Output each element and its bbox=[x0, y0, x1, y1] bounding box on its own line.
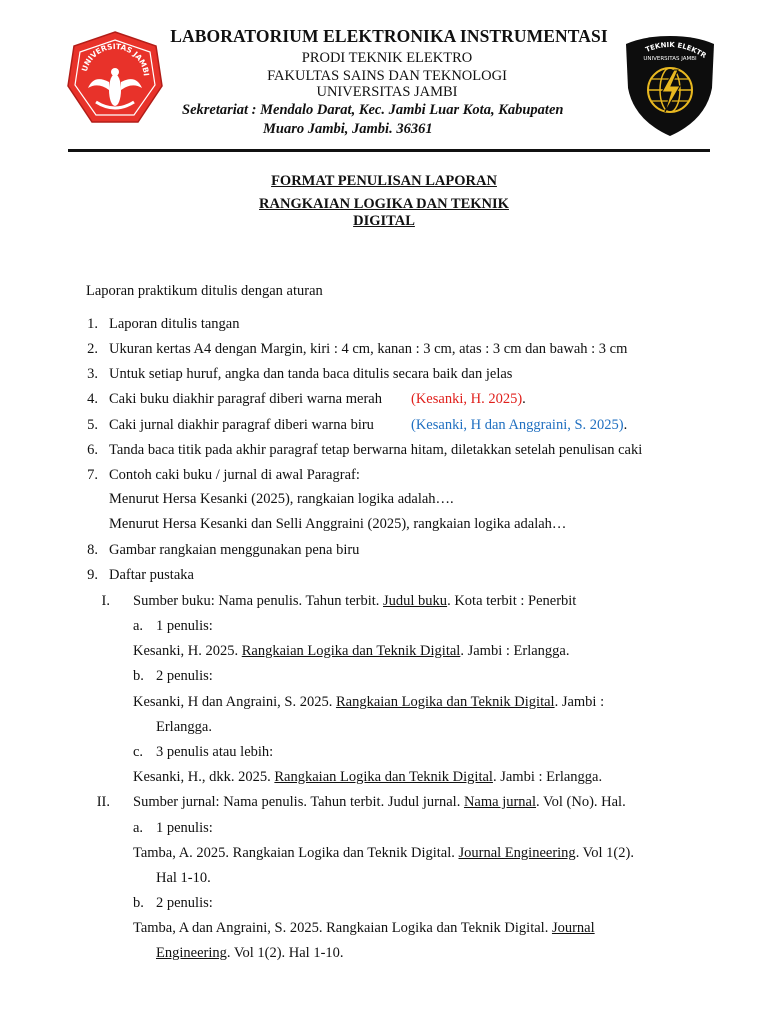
sub-label: c. bbox=[133, 744, 144, 760]
reference-continuation: Hal 1-10. bbox=[156, 870, 211, 886]
prodi-line: PRODI TEKNIK ELEKTRO bbox=[301, 50, 473, 66]
citation-period: . bbox=[623, 417, 628, 433]
ref-underlined: Engineering bbox=[156, 945, 227, 961]
sub-label: a. bbox=[133, 820, 144, 836]
sub-text: 1 penulis: bbox=[156, 618, 213, 634]
list-item-number: 1. bbox=[87, 316, 98, 332]
roman-numeral: I. bbox=[101, 593, 110, 609]
list-item-text: Laporan ditulis tangan bbox=[109, 316, 240, 332]
list-item-text: Tanda baca titik pada akhir paragraf tetap berwarna hitam, diletakkan setelah penulisan caki bbox=[109, 442, 643, 458]
format-text: . Kota terbit : Penerbit bbox=[447, 593, 577, 609]
citation-period: . bbox=[522, 391, 526, 407]
list-item-number: 6. bbox=[87, 442, 98, 458]
ref-text: . Vol 1(2). Hal 1-10. bbox=[226, 945, 344, 961]
ref-text: Tamba, A. 2025. Rangkaian Logika dan Teknik Digital. bbox=[133, 845, 459, 861]
book-source-format bbox=[133, 593, 576, 610]
reference-example bbox=[133, 694, 604, 711]
sub-text: 3 penulis atau lebih: bbox=[156, 744, 274, 760]
left-logo-text: UNIVERSITAS JAMBI bbox=[79, 41, 151, 77]
reference-continuation: Erlangga. bbox=[156, 719, 212, 735]
address-line-1: Sekretariat : Mendalo Darat, Kec. Jambi Luar Kota, Kabupaten bbox=[182, 102, 564, 118]
intro-text: Laporan praktikum ditulis dengan aturan bbox=[86, 283, 323, 299]
example-sentence-1: Menurut Hersa Kesanki (2025), rangkaian logika adalah…. bbox=[109, 491, 454, 507]
list-item-number: 7. bbox=[87, 467, 98, 483]
ref-text: Kesanki, H dan Angraini, S. 2025. bbox=[133, 694, 336, 710]
ref-text: Kesanki, H., dkk. 2025. bbox=[133, 769, 275, 785]
ref-underlined: Journal bbox=[551, 920, 595, 936]
doc-title-1: FORMAT PENULISAN LAPORAN bbox=[271, 173, 497, 189]
list-item-number: 4. bbox=[87, 391, 98, 407]
ref-underlined: Rangkaian Logika dan Teknik Digital bbox=[335, 694, 555, 710]
sub-label: a. bbox=[133, 618, 144, 634]
format-text: . Vol (No). Hal. bbox=[536, 794, 626, 810]
list-item-text: Contoh caki buku / jurnal di awal Paragraf: bbox=[109, 467, 360, 483]
format-text: Sumber buku: Nama penulis. Tahun terbit. bbox=[133, 593, 384, 609]
journal-citation-example bbox=[411, 417, 627, 434]
format-text: Sumber jurnal: Nama penulis. Tahun terbit. Judul jurnal. bbox=[133, 794, 464, 810]
reference-example bbox=[133, 769, 602, 786]
list-item-number: 2. bbox=[87, 341, 98, 357]
blue-citation: (Kesanki, H dan Anggraini, S. 2025) bbox=[411, 417, 624, 433]
sub-text: 2 penulis: bbox=[156, 668, 213, 684]
address-line-2: Muaro Jambi, Jambi. 36361 bbox=[263, 121, 433, 137]
book-citation-example bbox=[411, 391, 526, 408]
reference-example bbox=[133, 643, 569, 660]
right-logo-text-top: TEKNIK ELEKTR bbox=[644, 40, 708, 60]
example-sentence-2: Menurut Hersa Kesanki dan Selli Anggraini (2025), rangkaian logika adalah… bbox=[109, 516, 567, 532]
list-item-text: Caki jurnal diakhir paragraf diberi warna biru bbox=[109, 417, 374, 433]
list-item-text: Caki buku diakhir paragraf diberi warna merah bbox=[109, 391, 382, 407]
reference-example bbox=[133, 845, 634, 862]
list-item-text: Untuk setiap huruf, angka dan tanda baca ditulis secara baik dan jelas bbox=[109, 366, 513, 382]
sub-label: b. bbox=[133, 668, 144, 684]
doc-title-3: DIGITAL bbox=[353, 213, 415, 229]
ref-text: . Jambi : bbox=[554, 694, 605, 710]
ref-text: Kesanki, H. 2025. bbox=[133, 643, 242, 659]
format-underlined: Judul buku bbox=[383, 593, 448, 609]
ref-text: . Vol 1(2). bbox=[575, 845, 634, 861]
ref-underlined: Journal Engineering bbox=[458, 845, 576, 861]
format-underlined: Nama jurnal bbox=[463, 794, 537, 810]
red-citation: (Kesanki, H. 2025) bbox=[411, 391, 523, 407]
ref-underlined: Rangkaian Logika dan Teknik Digital bbox=[241, 643, 461, 659]
roman-numeral: II. bbox=[96, 794, 110, 810]
ref-text: . Jambi : Erlangga. bbox=[492, 769, 603, 785]
lab-title: LABORATORIUM ELEKTRONIKA INSTRUMENTASI bbox=[170, 26, 608, 46]
reference-continuation bbox=[156, 945, 344, 962]
list-item-number: 9. bbox=[87, 567, 98, 583]
sub-text: 2 penulis: bbox=[156, 895, 213, 911]
list-item-text: Ukuran kertas A4 dengan Margin, kiri : 4 cm, kanan : 3 cm, atas : 3 cm dan bawah : 3 cm bbox=[109, 341, 628, 357]
right-logo-text-bottom: UNIVERSITAS JAMBI bbox=[643, 56, 697, 62]
reference-example bbox=[133, 920, 595, 937]
list-item-text: Gambar rangkaian menggunakan pena biru bbox=[109, 542, 360, 558]
header-divider bbox=[68, 149, 710, 152]
sub-text: 1 penulis: bbox=[156, 820, 213, 836]
list-item-number: 8. bbox=[87, 542, 98, 558]
list-item-number: 3. bbox=[87, 366, 98, 382]
list-item-text: Daftar pustaka bbox=[109, 567, 194, 583]
ref-underlined: Rangkaian Logika dan Teknik Digital bbox=[274, 769, 493, 785]
journal-source-format bbox=[133, 794, 626, 811]
list-item-number: 5. bbox=[87, 417, 98, 433]
faculty-line: FAKULTAS SAINS DAN TEKNOLOGI bbox=[267, 68, 507, 84]
doc-title-2: RANGKAIAN LOGIKA DAN TEKNIK bbox=[259, 196, 509, 212]
sub-label: b. bbox=[133, 895, 144, 911]
university-line: UNIVERSITAS JAMBI bbox=[316, 84, 458, 100]
ref-text: Tamba, A dan Angraini, S. 2025. Rangkaian Logika dan Teknik Digital. bbox=[133, 920, 552, 936]
ref-text: . Jambi : Erlangga. bbox=[460, 643, 570, 659]
